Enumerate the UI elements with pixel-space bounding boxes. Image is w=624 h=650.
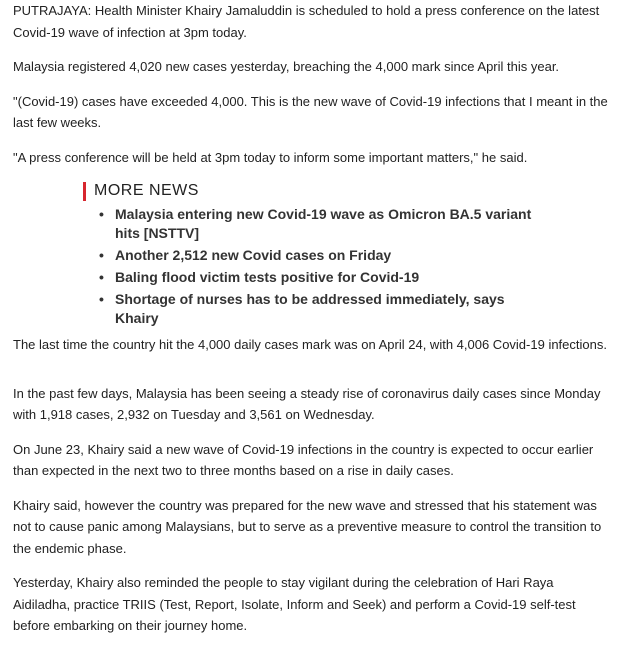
bullet-icon: • [99, 206, 104, 222]
article-paragraph: "A press conference will be held at 3pm today to inform some important matters," he said. [13, 149, 528, 165]
article-paragraph: Malaysia registered 4,020 new cases yesterday, breaching the 4,000 mark since April this year. [13, 59, 560, 74]
spacer [13, 369, 613, 383]
article-paragraph: On June 23, Khairy said a new wave of Covid-19 infections in the country is expected to occur earlier than expected in the next two to three months based on a rise in daily cases. [13, 441, 594, 478]
more-news-link[interactable]: Malaysia entering new Covid-19 wave as Omicron BA.5 variant hits [NSTTV] [115, 206, 532, 241]
more-news-header [83, 181, 543, 201]
list-item [99, 205, 543, 243]
more-news-list [83, 205, 543, 328]
bullet-icon: • [99, 291, 104, 307]
bullet-icon: • [99, 247, 104, 263]
more-news-link[interactable]: Another 2,512 new Covid cases on Friday [115, 247, 392, 263]
list-item [99, 246, 543, 265]
article-paragraph: Yesterday, Khairy also reminded the people to stay vigilant during the celebration of Hari Raya Aidiladha, practice TRIIS (Test, Report, Isolate, Inform and Seek) and perform a Covid-19 self-test before embarking on their journey home. [13, 575, 576, 633]
more-news-box [83, 181, 543, 328]
article-paragraph: PUTRAJAYA: Health Minister Khairy Jamaluddin is scheduled to hold a press conference on the latest Covid-19 wave of infection at 3pm today. [13, 3, 600, 40]
article-paragraph: The last time the country hit the 4,000 daily cases mark was on April 24, with 4,006 Covid-19 infections. [13, 337, 607, 352]
article-body [13, 0, 613, 650]
accent-bar [83, 182, 86, 201]
list-item [99, 268, 543, 287]
article-paragraph: Khairy said, however the country was prepared for the new wave and stressed that his statement was not to cause panic among Malaysians, but to serve as a preventive measure to control the transition to the endemic phase. [13, 497, 602, 556]
list-item [99, 290, 543, 328]
more-news-title: MORE NEWS [94, 182, 199, 199]
more-news-link[interactable]: Shortage of nurses has to be addressed immediately, says Khairy [115, 291, 505, 326]
bullet-icon: • [99, 269, 104, 285]
article-paragraph: In the past few days, Malaysia has been seeing a steady rise of coronavirus daily cases since Monday with 1,918 cases, 2,932 on Tuesday and 3,561 on Wednesday. [13, 385, 601, 422]
article-paragraph: "(Covid-19) cases have exceeded 4,000. This is the new wave of Covid-19 infections that I meant in the last few weeks. [13, 93, 608, 130]
more-news-link[interactable]: Baling flood victim tests positive for Covid-19 [115, 269, 420, 285]
